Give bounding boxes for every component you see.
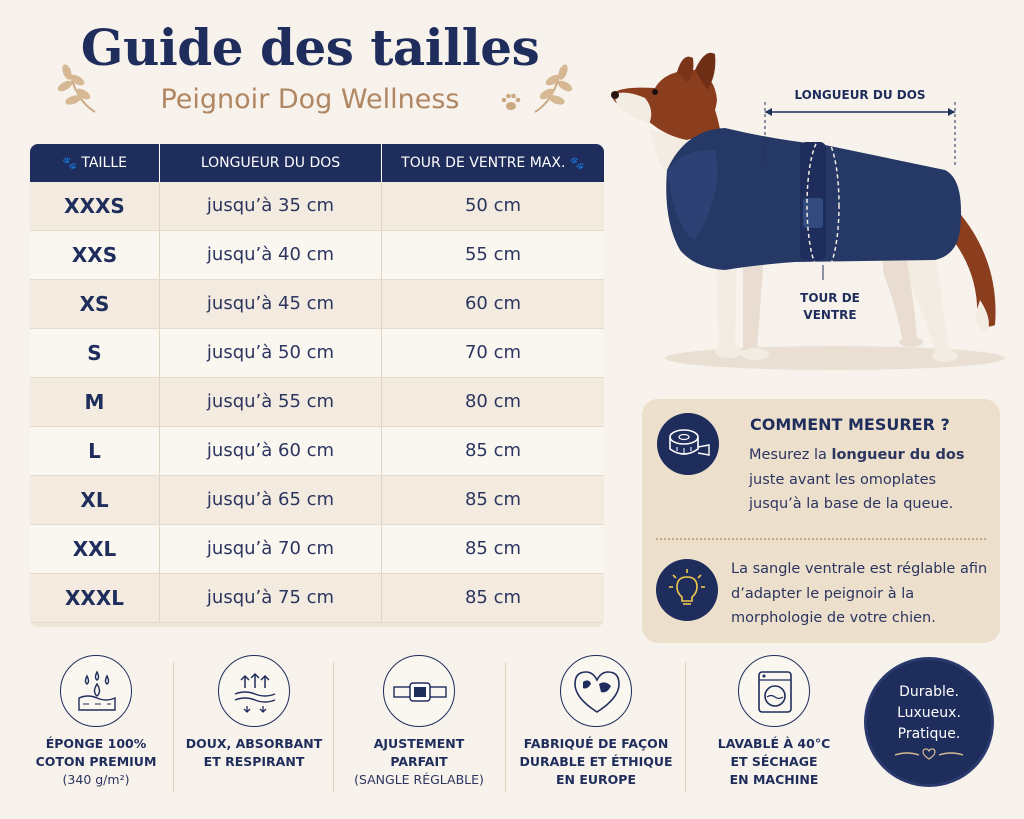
belly-girth-cell: 55 cm (464, 244, 522, 265)
belly-girth-cell: 60 cm (464, 293, 522, 314)
divider (656, 538, 986, 540)
table-row (30, 476, 604, 524)
divider (333, 662, 334, 792)
belly-girth-cell: 85 cm (464, 587, 522, 608)
adjustable-strap-icon (383, 655, 455, 727)
globe-heart-icon (560, 655, 632, 727)
header-back-length: LONGUEUR DU DOS (160, 144, 382, 182)
size-cell: M (30, 378, 160, 426)
page-subtitle: Peignoir Dog Wellness (160, 84, 460, 115)
divider (685, 662, 686, 792)
table-row (30, 378, 604, 426)
header-size: 🐾 TAILLE (30, 144, 160, 182)
back-length-cell: jusqu’à 75 cm (160, 574, 382, 622)
washing-machine-icon (738, 655, 810, 727)
back-length-cell: jusqu’à 60 cm (160, 427, 382, 475)
divider (505, 662, 506, 792)
feature-fit: AJUSTEMENT PARFAIT (SANGLE RÉGLABLE) (339, 655, 499, 789)
belly-girth-cell: 70 cm (464, 342, 522, 363)
back-length-label: LONGUEUR DU DOS (794, 88, 926, 102)
measure-instructions: Mesurez la longueur du dos juste avant les omoplates jusqu’à la base de la queue. (749, 447, 965, 512)
table-row (30, 280, 604, 328)
table-header (30, 144, 604, 182)
measure-title: COMMENT MESURER ? (750, 415, 950, 434)
paw-icon (500, 92, 522, 112)
back-length-cell: jusqu’à 50 cm (160, 329, 382, 377)
table-row (30, 182, 604, 230)
laurel-heart-icon (889, 747, 969, 763)
back-length-cell: jusqu’à 40 cm (160, 231, 382, 279)
breathable-arrows-icon (218, 655, 290, 727)
lightbulb-icon (656, 559, 718, 621)
table-row (30, 525, 604, 573)
belly-girth-cell: 50 cm (464, 195, 522, 216)
table-row (30, 574, 604, 622)
paw-icon: 🐾 (569, 156, 585, 170)
laurel-left-icon (55, 60, 105, 116)
back-length-cell: jusqu’à 65 cm (160, 476, 382, 524)
strap-info: La sangle ventrale est réglable afin d’adapter le peignoir à la morphologie de votre chien. (731, 561, 988, 626)
table-row (30, 231, 604, 279)
feature-soft: DOUX, ABSORBANT ET RESPIRANT (174, 655, 334, 771)
size-cell: S (30, 329, 160, 377)
back-length-cell: jusqu’à 45 cm (160, 280, 382, 328)
belly-girth-cell: 85 cm (464, 440, 522, 461)
belly-girth-cell: 85 cm (464, 538, 522, 559)
size-cell: L (30, 427, 160, 475)
paw-icon: 🐾 (61, 156, 77, 170)
size-cell: XS (30, 280, 160, 328)
size-cell: XXXS (30, 182, 160, 230)
how-to-measure-panel (642, 399, 1000, 643)
quality-badge: Durable. Luxueux. Pratique. (864, 657, 994, 787)
row-divider (30, 622, 604, 623)
belly-girth-cell: 85 cm (464, 489, 522, 510)
back-length-cell: jusqu’à 35 cm (160, 182, 382, 230)
size-cell: XXL (30, 525, 160, 573)
back-length-cell: jusqu’à 55 cm (160, 378, 382, 426)
laurel-right-icon (525, 60, 575, 116)
back-length-cell: jusqu’à 70 cm (160, 525, 382, 573)
page-title: Guide des tailles (80, 18, 540, 77)
table-row (30, 427, 604, 475)
belly-girth-cell: 80 cm (464, 391, 522, 412)
feature-sponge: ÉPONGE 100% COTON PREMIUM (340 g/m²) (16, 655, 176, 789)
feature-washable: LAVABLÉ À 40°C ET SÉCHAGE EN MACHINE (694, 655, 854, 789)
header-belly-max: TOUR DE VENTRE MAX. 🐾 (401, 155, 585, 171)
size-cell: XL (30, 476, 160, 524)
water-drops-sponge-icon (60, 655, 132, 727)
size-cell: XXS (30, 231, 160, 279)
size-cell: XXXL (30, 574, 160, 622)
feature-europe: FABRIQUÉ DE FAÇON DURABLE ET ÉTHIQUE EN EUROPE (516, 655, 676, 789)
table-row (30, 329, 604, 377)
size-table (30, 144, 604, 627)
belly-girth-label: TOUR DE VENTRE (800, 291, 860, 322)
measuring-tape-icon (657, 413, 719, 475)
